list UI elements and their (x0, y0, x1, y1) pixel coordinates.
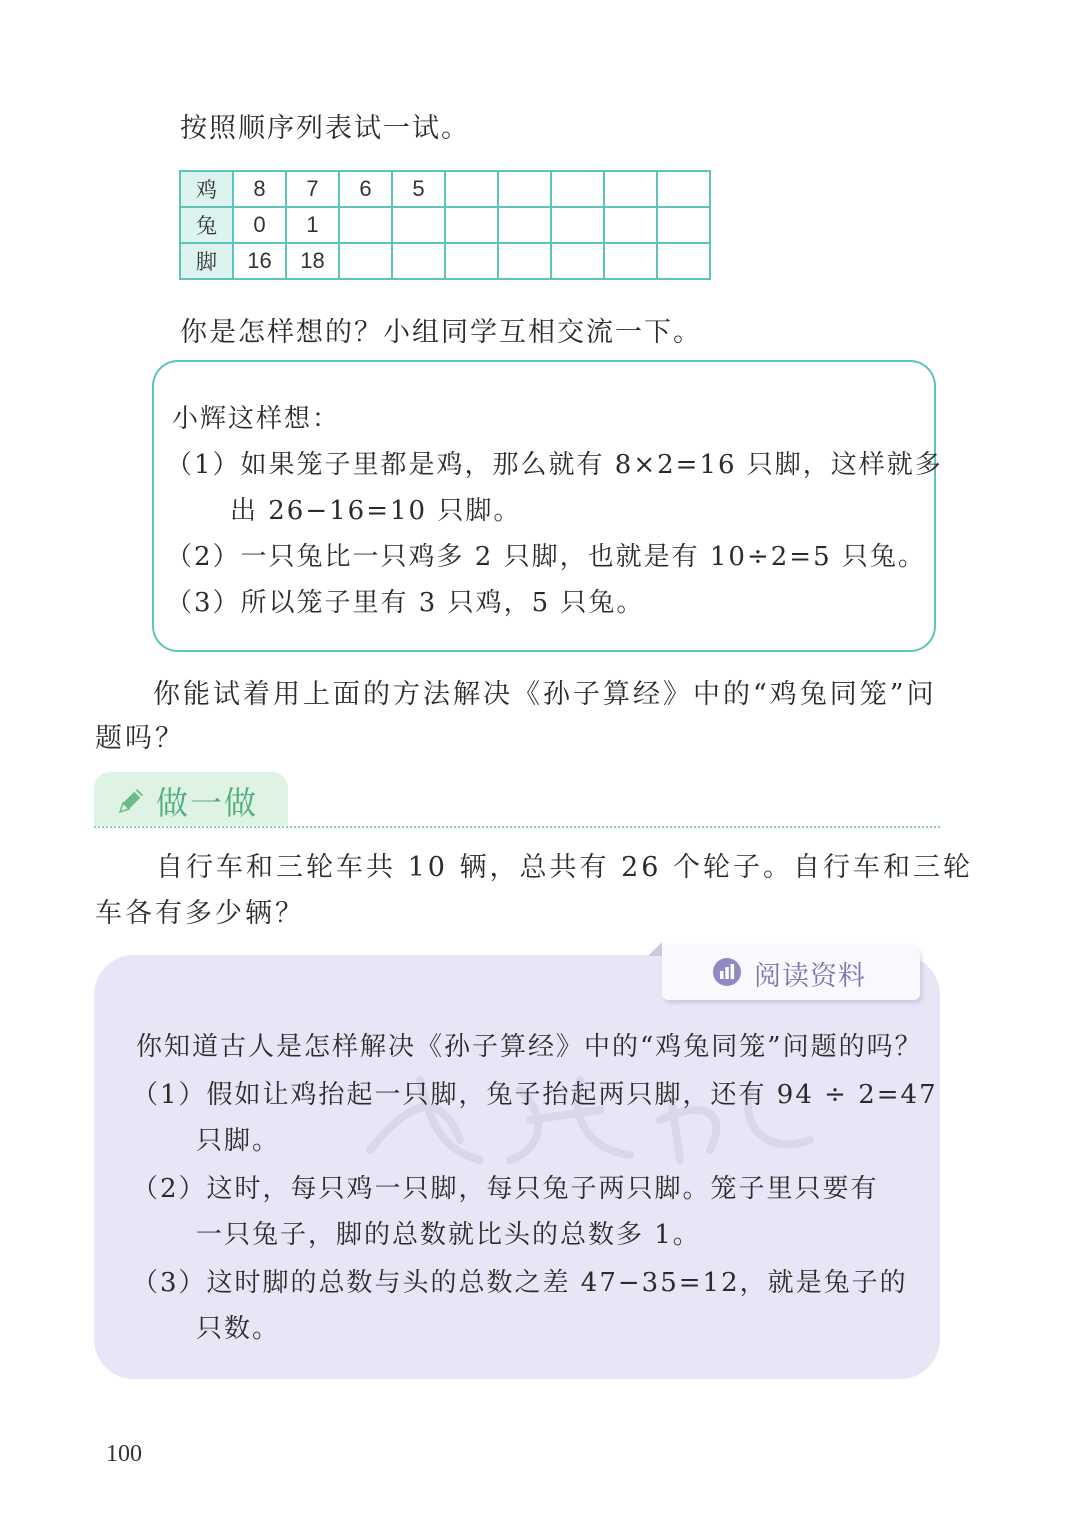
table-cell (604, 171, 657, 207)
table-cell (339, 207, 392, 243)
reading-step-1-cont: 只脚。 (196, 1126, 281, 1156)
reading-question: 你知道古人是怎样解决《孙子算经》中的“鸡兔同笼”问题的吗？ (136, 1032, 923, 1062)
chicken-rabbit-table (179, 170, 711, 280)
table-cell (392, 207, 445, 243)
thinking-step-2: （2）一只兔比一只鸡多 2 只脚，也就是有 10÷2=5 只兔。 (166, 542, 926, 572)
thinking-title: 小辉这样想： (172, 404, 341, 434)
thinking-step-1: （1）如果笼子里都是鸡，那么就有 8×2=16 只脚，这样就多 (166, 450, 943, 480)
table-cell (657, 243, 710, 279)
table-cell (657, 207, 710, 243)
table-cell: 1 (286, 207, 339, 243)
row-header: 兔 (180, 207, 233, 243)
section-divider (94, 826, 940, 828)
reading-step-2: （2）这时，每只鸡一只脚，每只兔子两只脚。笼子里只要有 (132, 1174, 879, 1204)
try-method-text-cont: 题吗？ (95, 723, 185, 754)
exercise-problem: 自行车和三轮车共 10 辆，总共有 26 个轮子。自行车和三轮 (156, 852, 974, 883)
table-row (180, 171, 710, 207)
discussion-prompt: 你是怎样想的？小组同学互相交流一下。 (180, 317, 702, 348)
table-cell (604, 207, 657, 243)
thinking-step-1-cont: 出 26−16=10 只脚。 (230, 496, 522, 526)
row-header: 脚 (180, 243, 233, 279)
table-cell (657, 171, 710, 207)
table-cell (339, 243, 392, 279)
table-cell: 7 (286, 171, 339, 207)
bar-chart-icon (712, 957, 742, 987)
thinking-step-3: （3）所以笼子里有 3 只鸡，5 只兔。 (166, 588, 645, 618)
table-cell: 5 (392, 171, 445, 207)
page-number: 100 (106, 1441, 142, 1467)
reading-tab-label: 阅读资料 (754, 961, 866, 992)
table-cell (551, 171, 604, 207)
try-method-text: 你能试着用上面的方法解决《孙子算经》中的“鸡兔同笼”问 (153, 679, 937, 710)
table-cell (445, 171, 498, 207)
table-cell (498, 207, 551, 243)
reading-step-2-cont: 一只兔子，脚的总数就比头的总数多 1。 (196, 1220, 701, 1250)
table-cell (498, 171, 551, 207)
table-cell: 18 (286, 243, 339, 279)
exercise-tab-label: 做一做 (156, 784, 259, 822)
table-cell (392, 243, 445, 279)
table-row (180, 243, 710, 279)
reading-step-1: （1）假如让鸡抬起一只脚，兔子抬起两只脚，还有 94 ÷ 2=47 (132, 1080, 938, 1110)
tab-fold (648, 942, 662, 956)
table-cell: 8 (233, 171, 286, 207)
exercise-problem-cont: 车各有多少辆？ (95, 898, 305, 929)
reading-step-3-cont: 只数。 (196, 1314, 281, 1344)
table-row (180, 207, 710, 243)
table-cell (551, 243, 604, 279)
table-cell (498, 243, 551, 279)
intro-text: 按照顺序列表试一试。 (180, 113, 470, 144)
table-cell: 16 (233, 243, 286, 279)
table-cell (445, 207, 498, 243)
pencil-icon (114, 784, 148, 818)
table-cell (604, 243, 657, 279)
row-header: 鸡 (180, 171, 233, 207)
table-cell: 6 (339, 171, 392, 207)
table-cell: 0 (233, 207, 286, 243)
reading-step-3: （3）这时脚的总数与头的总数之差 47−35=12，就是兔子的 (132, 1268, 908, 1298)
table-cell (551, 207, 604, 243)
table-cell (445, 243, 498, 279)
